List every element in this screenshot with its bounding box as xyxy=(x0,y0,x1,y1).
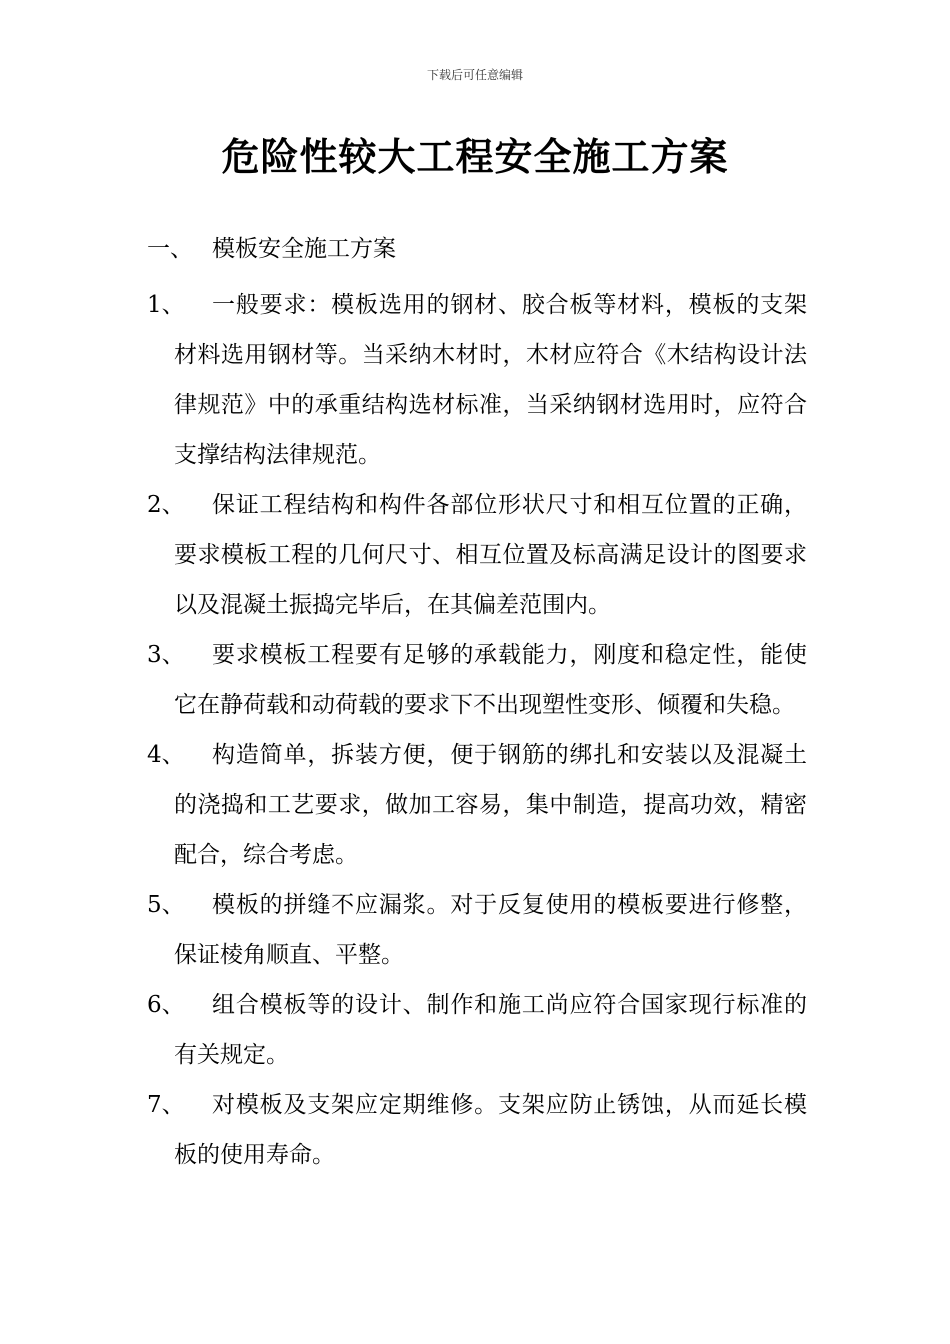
list-item xyxy=(147,730,807,880)
list-item xyxy=(147,630,807,730)
list-item xyxy=(147,980,807,1080)
item-text: 构造简单，拆装方便，便于钢筋的绑扎和安装以及混凝土的浇捣和工艺要求，做加工容易，集中制造，提高功效，精密配合，综合考虑。 xyxy=(174,742,807,868)
list-item xyxy=(147,480,807,630)
section-heading xyxy=(147,232,396,266)
document-title: 危险性较大工程安全施工方案 xyxy=(221,134,729,179)
section-number: 一、 xyxy=(147,236,193,262)
item-number: 4、 xyxy=(147,742,185,768)
section-heading-text: 模板安全施工方案 xyxy=(212,236,396,262)
item-text: 一般要求：模板选用的钢材、胶合板等材料，模板的支架材料选用钢材等。当采纳木材时，木材应符合《木结构设计法律规范》中的承重结构选材标准，当采纳钢材选用时，应符合支撑结构法律规范。 xyxy=(174,292,807,468)
item-number: 7、 xyxy=(147,1092,185,1118)
item-text: 对模板及支架应定期维修。支架应防止锈蚀，从而延长模板的使用寿命。 xyxy=(174,1092,807,1168)
item-text: 模板的拼缝不应漏浆。对于反复使用的模板要进行修整，保证棱角顺直、平整。 xyxy=(174,892,807,968)
list-item xyxy=(147,1080,807,1180)
item-text: 要求模板工程要有足够的承载能力，刚度和稳定性，能使它在静荷载和动荷载的要求下不出现塑性变形、倾覆和失稳。 xyxy=(174,642,807,718)
item-number: 1、 xyxy=(147,292,185,318)
header-note: 下载后可任意编辑 xyxy=(426,68,523,82)
item-number: 6、 xyxy=(147,992,185,1018)
item-text: 组合模板等的设计、制作和施工尚应符合国家现行标准的有关规定。 xyxy=(174,992,807,1068)
item-number: 5、 xyxy=(147,892,185,918)
list-item xyxy=(147,880,807,980)
list-item xyxy=(147,280,807,480)
item-number: 2、 xyxy=(147,492,185,518)
item-text: 保证工程结构和构件各部位形状尺寸和相互位置的正确，要求模板工程的几何尺寸、相互位置及标高满足设计的图要求以及混凝土振捣完毕后，在其偏差范围内。 xyxy=(174,492,807,618)
item-list xyxy=(147,280,807,1180)
item-number: 3、 xyxy=(147,642,185,668)
